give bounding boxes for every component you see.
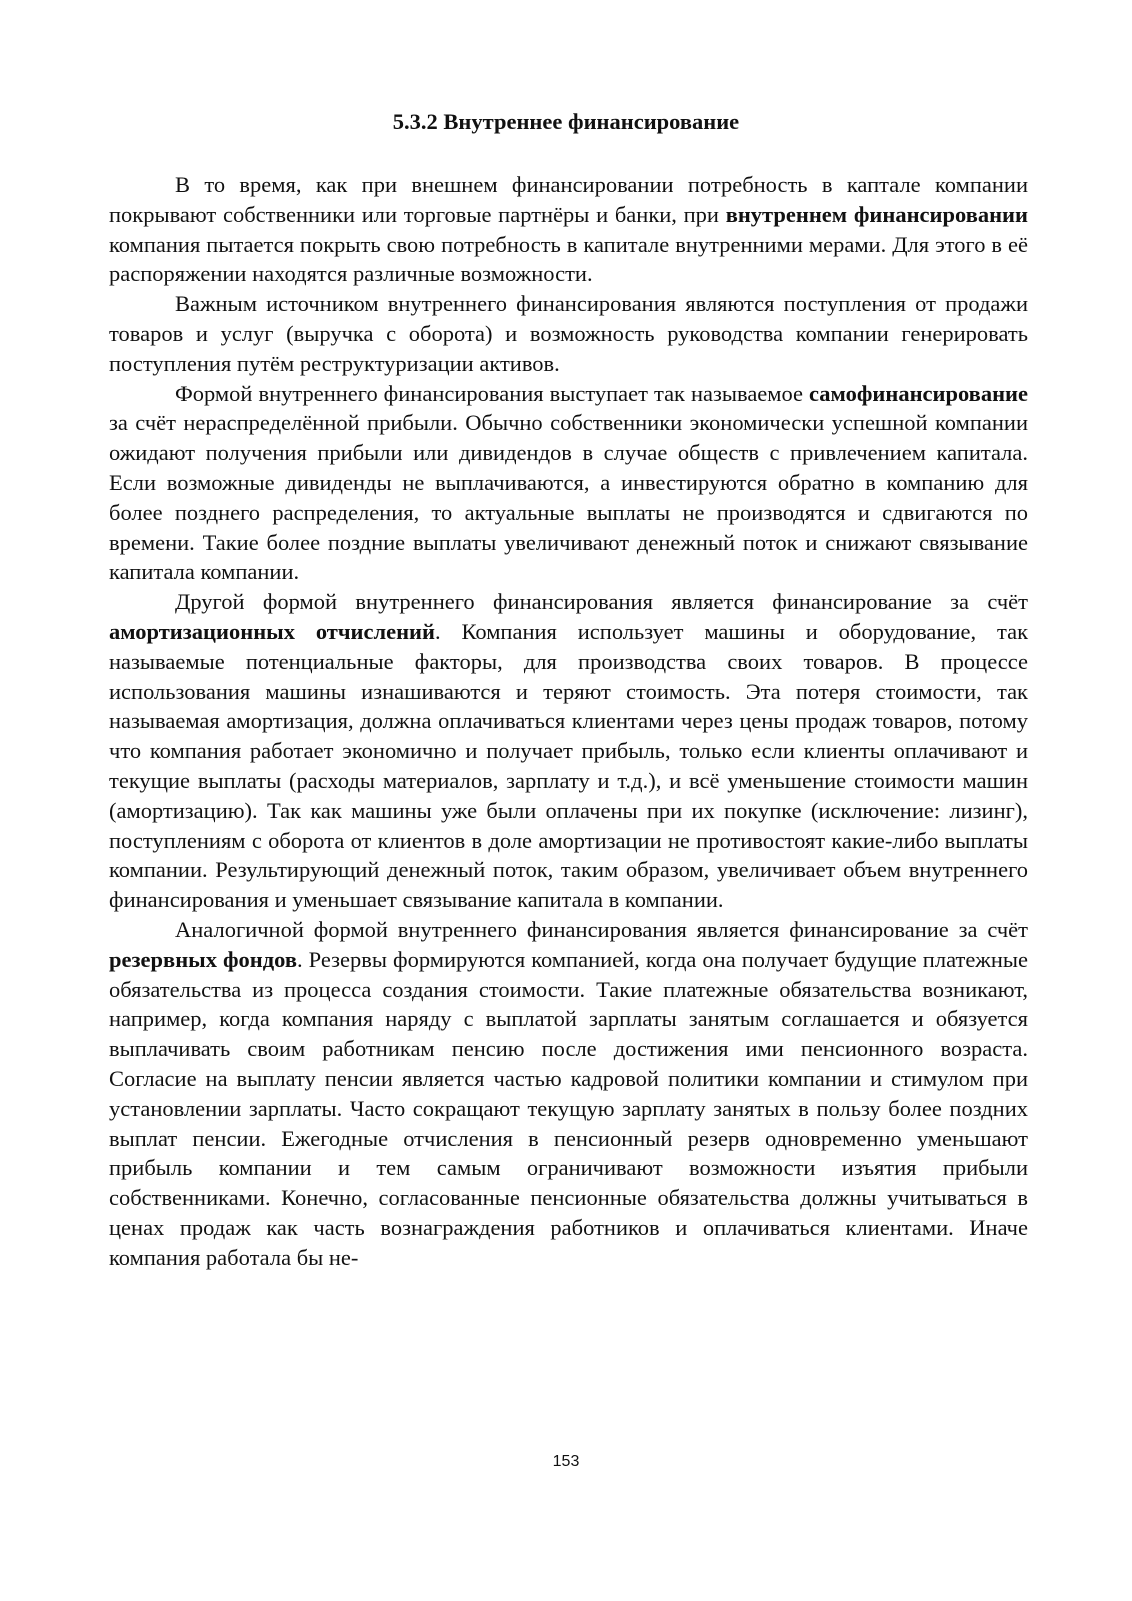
bold-term-reserve-funds: резервных фондов [109, 946, 297, 972]
paragraph-text: Формой внутреннего финансирования выступает так называемое [175, 380, 810, 406]
paragraph-text: . Резервы формируются компанией, когда она получает будущие платежные обязательства из процесса создания стоимости. Такие платежные обязательства возникают, например, когда компания наряду с выплатой зарплаты занятым соглашается и обязуется выплачивать своим работникам пенсию после достижения ими пенсионного возраста. Согласие на выплату пенсии является частью кадровой политики компании и стимулом при установлении зарплаты. Часто сокращают текущую зарплату занятых в пользу более поздних выплат пенсии. Ежегодные отчисления в пенсионный резерв одновременно уменьшают прибыль компании и тем самым ограничивают возможности изъятия прибыли собственниками. Конечно, согласованные пенсионные обязательства должны учитываться в ценах продаж как часть вознаграждения работников и оплачиваться клиентами. Иначе компания работала бы не- [109, 946, 1028, 1270]
bold-term-depreciation: амортизационных отчислений [109, 618, 435, 644]
paragraph-text: компания пытается покрыть свою потребность в капитале внутренними мерами. Для этого в её распоряжении находятся различные возможности. [109, 231, 1028, 287]
body-text [109, 170, 1028, 1272]
paragraph-text: Аналогичной формой внутреннего финансирования является финансирование за счёт [175, 916, 1028, 942]
paragraph-text: за счёт нераспределённой прибыли. Обычно собственники экономически успешной компании ожидают получения прибыли или дивидендов в случае обществ с привлечением капитала. Если возможные дивиденды не выплачиваются, а инвестируются обратно в компанию для более позднего распределения, то актуальные выплаты не производятся и сдвигаются по времени. Такие более поздние выплаты увеличивают денежный поток и снижают связывание капитала компании. [109, 410, 1028, 585]
paragraph-text: Важным источником внутреннего финансирования являются поступления от продажи товаров и услуг (выручка с оборота) и возможность руководства компании генерировать поступления путём реструктуризации активов. [109, 291, 1028, 376]
paragraph-text: В то время, как при внешнем финансировании потребность в каптале компании покрывают собственники или торговые партнёры и банки, при [109, 172, 1028, 227]
paragraph-4 [109, 587, 1028, 915]
bold-term-internal-financing: внутреннем финансировании [725, 201, 1028, 227]
paragraph-text: . Компания использует машины и оборудование, так называемые потенциальные факторы, для производства своих товаров. В процессе использования машины изнашиваются и теряют стоимость. Эта потеря стоимости, так называемая амортизация, должна оплачиваться клиентами через цены продаж товаров, потому что компания работает экономично и получает прибыль, только если клиенты оплачивают и текущие выплаты (расходы материалов, зарплату и т.д.), и всё уменьшение стоимости машин (амортизацию). Так как машины уже были оплачены при их покупке (исключение: лизинг), поступлениям с оборота от клиентов в доле амортизации не противостоят какие-либо выплаты компании. Результирующий денежный поток, таким образом, увеличивает объем внутреннего финансирования и уменьшает связывание капитала в компании. [109, 618, 1029, 913]
page-number: 153 [552, 1453, 580, 1470]
paragraph-1 [109, 170, 1028, 289]
bold-term-self-financing: самофинансирование [809, 380, 1028, 406]
section-heading: 5.3.2 Внутреннее финансирование [392, 109, 740, 134]
paragraph-5 [109, 915, 1028, 1273]
paragraph-3 [109, 379, 1028, 588]
paragraph-2 [109, 289, 1028, 378]
paragraph-text: Другой формой внутреннего финансирования является финансирование за счёт [175, 589, 1028, 615]
